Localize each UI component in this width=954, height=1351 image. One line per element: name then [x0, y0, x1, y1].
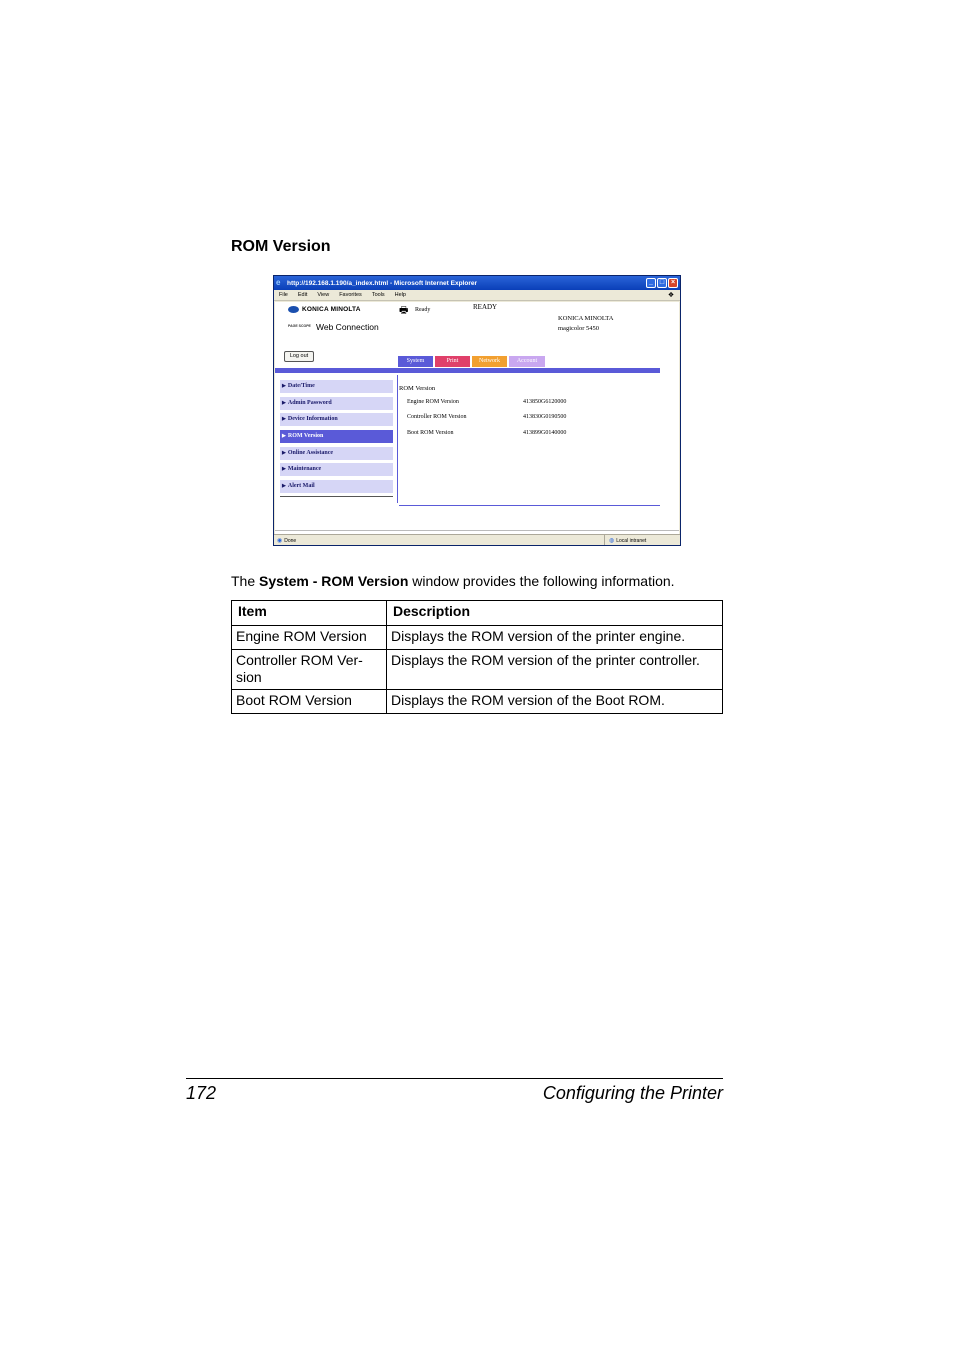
tab-system[interactable]: System [398, 356, 433, 367]
content-divider [397, 375, 398, 503]
konica-minolta-globe-icon [288, 306, 299, 313]
sidebar-item-alert-mail[interactable]: ▶ Alert Mail [280, 480, 393, 493]
triangle-right-icon: ▶ [282, 484, 286, 490]
menu-help[interactable]: Help [394, 292, 406, 298]
sidebar-item-date-time[interactable]: ▶ Date/Time [280, 380, 393, 393]
page-bottom-rule [275, 530, 679, 531]
caption: The System - ROM Version window provides the following information. [231, 573, 675, 589]
tab-network[interactable]: Network [472, 356, 507, 367]
pagescope-logo: PAGE SCOPE [288, 324, 311, 329]
menu-edit[interactable]: Edit [297, 292, 308, 298]
sidebar-item-rom-version[interactable]: ▶ ROM Version [280, 430, 393, 443]
printer-model: magicolor 5450 [558, 325, 599, 332]
rom-value: 413830G0190500 [523, 414, 567, 420]
internet-explorer-icon: e [276, 278, 281, 287]
table-cell-description: Displays the ROM version of the printer controller. [387, 650, 723, 690]
browser-window-screenshot [273, 275, 681, 546]
sidebar-item-online-assistance[interactable]: ▶ Online Assistance [280, 447, 393, 460]
table-row [232, 626, 723, 650]
page-number: 172 [186, 1083, 217, 1103]
content-title: ROM Version [399, 385, 436, 392]
windows-logo-icon: ❖ [667, 292, 675, 299]
konica-minolta-logo: KONICA MINOLTA [288, 306, 361, 313]
rom-label: Boot ROM Version [407, 430, 454, 436]
content-bottom-rule [399, 505, 660, 506]
menu-tools[interactable]: Tools [371, 292, 385, 298]
page-done-icon: ◉ [277, 538, 283, 544]
browser-title: http://192.168.1.190/a_index.html - Microsoft Internet Explorer [287, 279, 477, 287]
rom-label: Controller ROM Version [407, 414, 467, 420]
header-item: Item [232, 601, 387, 626]
minimize-icon[interactable]: _ [646, 278, 656, 288]
logout-button[interactable]: Log out [284, 351, 314, 362]
maximize-icon[interactable]: □ [657, 278, 667, 288]
caption-bold: System - ROM Version [259, 573, 409, 589]
menu-favorites[interactable]: Favorites [339, 292, 362, 298]
main-tabs [398, 356, 545, 367]
zone-text: Local intranet [616, 537, 647, 544]
rom-value: 413850G6120000 [523, 399, 567, 405]
pagescope-web-connection-logo [288, 322, 379, 332]
tab-print[interactable]: Print [435, 356, 470, 367]
browser-titlebar [274, 276, 680, 290]
triangle-right-icon: ▶ [282, 450, 286, 456]
browser-statusbar [274, 534, 680, 546]
header-description: Description [387, 601, 723, 626]
info-table [231, 600, 723, 714]
section-heading: ROM Version [231, 238, 331, 255]
status-text: Done [284, 537, 297, 544]
menu-view[interactable]: View [317, 292, 330, 298]
footer-chapter-title: Configuring the Printer [542, 1083, 723, 1103]
printer-status-message: READY [473, 303, 498, 311]
web-connection-label: Web Connection [316, 322, 379, 332]
browser-viewport [275, 302, 679, 534]
table-row [232, 690, 723, 714]
local-intranet-icon: ◍ [609, 538, 615, 544]
printer-status-icon: 🖶 [399, 305, 409, 316]
rom-value: 413899G0140000 [523, 430, 567, 436]
table-row [232, 650, 723, 690]
triangle-right-icon: ▶ [282, 417, 286, 423]
triangle-right-icon: ▶ [282, 400, 286, 406]
sidebar-item-maintenance[interactable]: ▶ Maintenance [280, 463, 393, 476]
sidebar-item-device-information[interactable]: ▶ Device Information [280, 413, 393, 426]
sidebar-nav [280, 380, 393, 497]
table-header-row [232, 601, 723, 626]
tab-account[interactable]: Account [509, 356, 545, 367]
sidebar-item-admin-password[interactable]: ▶ Admin Password [280, 397, 393, 410]
close-icon[interactable]: × [668, 278, 678, 288]
table-cell-description: Displays the ROM version of the printer engine. [387, 626, 723, 650]
triangle-right-icon: ▶ [282, 467, 286, 473]
footer-rule [186, 1078, 723, 1079]
table-cell-item: Boot ROM Version [232, 690, 387, 714]
tab-underline-bar [275, 368, 660, 373]
table-cell-description: Displays the ROM version of the Boot ROM. [387, 690, 723, 714]
sidebar-divider [280, 496, 393, 497]
printer-status-text: Ready [415, 307, 431, 313]
triangle-right-icon: ▶ [282, 434, 286, 440]
menu-file[interactable]: File [279, 292, 288, 298]
printer-manufacturer: KONICA MINOLTA [558, 315, 614, 322]
browser-menubar [274, 290, 680, 301]
table-cell-item: Controller ROM Ver- sion [232, 650, 387, 690]
table-cell-item: Engine ROM Version [232, 626, 387, 650]
rom-label: Engine ROM Version [407, 399, 459, 405]
triangle-right-icon: ▶ [282, 384, 286, 389]
